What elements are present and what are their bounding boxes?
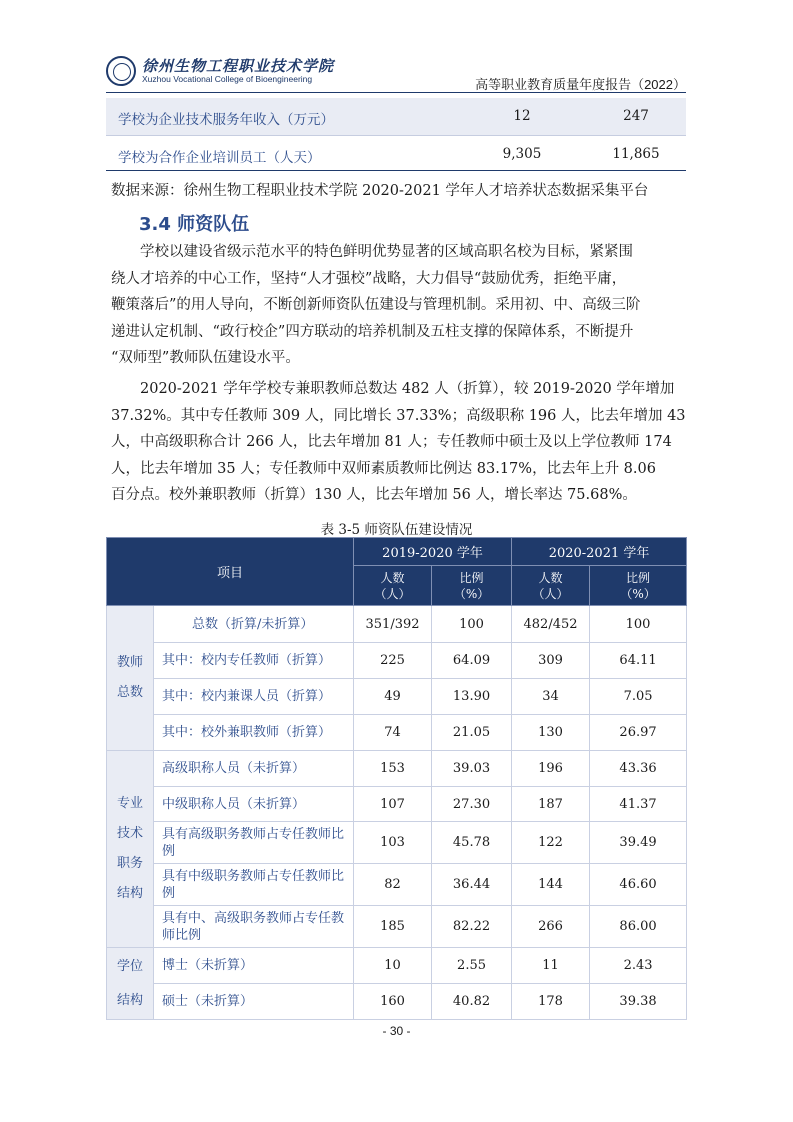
cell: 82 <box>354 864 432 906</box>
row-item: 博士（未折算） <box>154 948 354 984</box>
paragraph-line: 学校以建设省级示范水平的特色鲜明优势显著的区域高职名校为目标，紧紧围 <box>140 244 633 260</box>
paragraph-line: 鞭策落后”的用人导向，不断创新师资队伍建设与管理机制。采用初、中、高级三阶 <box>111 297 641 313</box>
cell: 266 <box>512 906 590 948</box>
cell: 36.44 <box>432 864 512 906</box>
row-item: 其中：校外兼职教师（折算） <box>154 715 354 751</box>
cell: 10 <box>354 948 432 984</box>
paragraph-line: “双师型”教师队伍建设水平。 <box>111 350 300 366</box>
cell: 482/452 <box>512 606 590 643</box>
header-ratio: 比例 （%） <box>590 566 687 606</box>
cell: 187 <box>512 787 590 822</box>
paragraph-line: 人，中高级职称合计 266 人，比去年增加 81 人；专任教师中硕士及以上学位教师 174 <box>111 434 672 450</box>
cell: 2.55 <box>432 948 512 984</box>
header-year-2020: 2020-2021 学年 <box>512 538 687 566</box>
cell: 122 <box>512 822 590 864</box>
cell: 160 <box>354 984 432 1020</box>
group-degree-structure: 学位结构 <box>107 948 154 1020</box>
college-name-cn: 徐州生物工程职业技术学院 <box>142 57 335 75</box>
table-row <box>107 864 687 906</box>
cell: 144 <box>512 864 590 906</box>
table-rule <box>106 170 686 171</box>
cell: 45.78 <box>432 822 512 864</box>
cell: 34 <box>512 679 590 715</box>
cell: 64.11 <box>590 643 687 679</box>
group-teacher-total: 教师总数 <box>107 606 154 751</box>
cell: 43.36 <box>590 751 687 787</box>
cell: 103 <box>354 822 432 864</box>
cell: 86.00 <box>590 906 687 948</box>
row-label: 学校为企业技术服务年收入（万元） <box>118 112 334 128</box>
row-value: 12 <box>513 108 531 124</box>
row-label: 学校为合作企业培训员工（人天） <box>118 150 321 166</box>
cell: 74 <box>354 715 432 751</box>
paragraph-line: 递进认定机制、“政行校企”四方联动的培养机制及五柱支撑的保障体系，不断提升 <box>111 323 634 340</box>
data-source-note: 数据来源：徐州生物工程职业技术学院 2020-2021 学年人才培养状态数据采集平台 <box>111 183 649 199</box>
row-value: 9,305 <box>502 146 542 162</box>
cell: 185 <box>354 906 432 948</box>
table-row <box>107 606 687 643</box>
cell: 351/392 <box>354 606 432 643</box>
row-item: 高级职称人员（未折算） <box>154 751 354 787</box>
cell: 46.60 <box>590 864 687 906</box>
college-name-en: Xuzhou Vocational College of Bioengineering <box>142 74 313 84</box>
table-row <box>107 906 687 948</box>
paragraph-line: 2020-2021 学年学校专兼职教师总数达 482 人（折算），较 2019-2020 学年增加 <box>140 381 675 397</box>
cell: 196 <box>512 751 590 787</box>
table-row <box>107 822 687 864</box>
cell: 11 <box>512 948 590 984</box>
cell: 64.09 <box>432 643 512 679</box>
row-value: 247 <box>623 108 649 124</box>
table-row <box>107 787 687 822</box>
cell: 27.30 <box>432 787 512 822</box>
row-item: 其中：校内专任教师（折算） <box>154 643 354 679</box>
paragraph-line: 绕人才培养的中心工作，坚持“人才强校”战略，大力倡导“鼓励优秀，拒绝平庸， <box>111 270 627 287</box>
cell: 225 <box>354 643 432 679</box>
cell: 130 <box>512 715 590 751</box>
cell: 39.38 <box>590 984 687 1020</box>
row-item: 具有中、高级职务教师占专任教师比例 <box>154 906 354 948</box>
table-row <box>107 948 687 984</box>
table-row <box>106 98 686 136</box>
group-title-structure: 专业技术职务结构 <box>107 751 154 948</box>
table-row <box>107 715 687 751</box>
cell: 82.22 <box>432 906 512 948</box>
cell: 39.49 <box>590 822 687 864</box>
cell: 49 <box>354 679 432 715</box>
cell: 178 <box>512 984 590 1020</box>
row-item: 具有高级职务教师占专任教师比例 <box>154 822 354 864</box>
college-logo-icon <box>106 56 136 86</box>
cell: 13.90 <box>432 679 512 715</box>
cell: 153 <box>354 751 432 787</box>
header-rule <box>106 92 686 93</box>
row-item: 具有中级职务教师占专任教师比例 <box>154 864 354 906</box>
cell: 100 <box>432 606 512 643</box>
table-row <box>106 136 686 173</box>
cell: 2.43 <box>590 948 687 984</box>
header-year-2019: 2019-2020 学年 <box>354 538 512 566</box>
paragraph-line: 百分点。校外兼职教师（折算）130 人，比去年增加 56 人，增长率达 75.68%。 <box>111 487 637 503</box>
table-row <box>107 751 687 787</box>
page-number: - 30 - <box>382 1024 411 1038</box>
cell: 100 <box>590 606 687 643</box>
row-item: 其中：校内兼课人员（折算） <box>154 679 354 715</box>
header-item: 项目 <box>107 538 354 606</box>
report-title: 高等职业教育质量年度报告（2022） <box>475 77 686 92</box>
cell: 41.37 <box>590 787 687 822</box>
row-item: 硕士（未折算） <box>154 984 354 1020</box>
row-value: 11,865 <box>612 146 660 162</box>
section-heading: 3.4 师资队伍 <box>139 214 250 235</box>
cell: 21.05 <box>432 715 512 751</box>
cell: 26.97 <box>590 715 687 751</box>
paragraph-line: 37.32%。其中专任教师 309 人，同比增长 37.33%；高级职称 196 人，比去年增加 43 <box>111 407 686 424</box>
paragraph <box>111 239 687 372</box>
cell: 7.05 <box>590 679 687 715</box>
paragraph-line: 人，比去年增加 35 人；专任教师中双师素质教师比例达 83.17%，比去年上升 8.06 <box>111 460 656 477</box>
cell: 40.82 <box>432 984 512 1020</box>
table-row <box>107 984 687 1020</box>
header-ratio: 比例 （%） <box>432 566 512 606</box>
table-caption: 表 3-5 师资队伍建设情况 <box>320 522 473 538</box>
header-count: 人数 （人） <box>354 566 432 606</box>
header-count: 人数 （人） <box>512 566 590 606</box>
cell: 309 <box>512 643 590 679</box>
cell: 107 <box>354 787 432 822</box>
faculty-table <box>106 537 687 1020</box>
paragraph <box>111 376 687 509</box>
table-row <box>107 679 687 715</box>
row-item: 中级职称人员（未折算） <box>154 787 354 822</box>
row-item: 总数（折算/未折算） <box>154 606 354 643</box>
table-row <box>107 643 687 679</box>
cell: 39.03 <box>432 751 512 787</box>
